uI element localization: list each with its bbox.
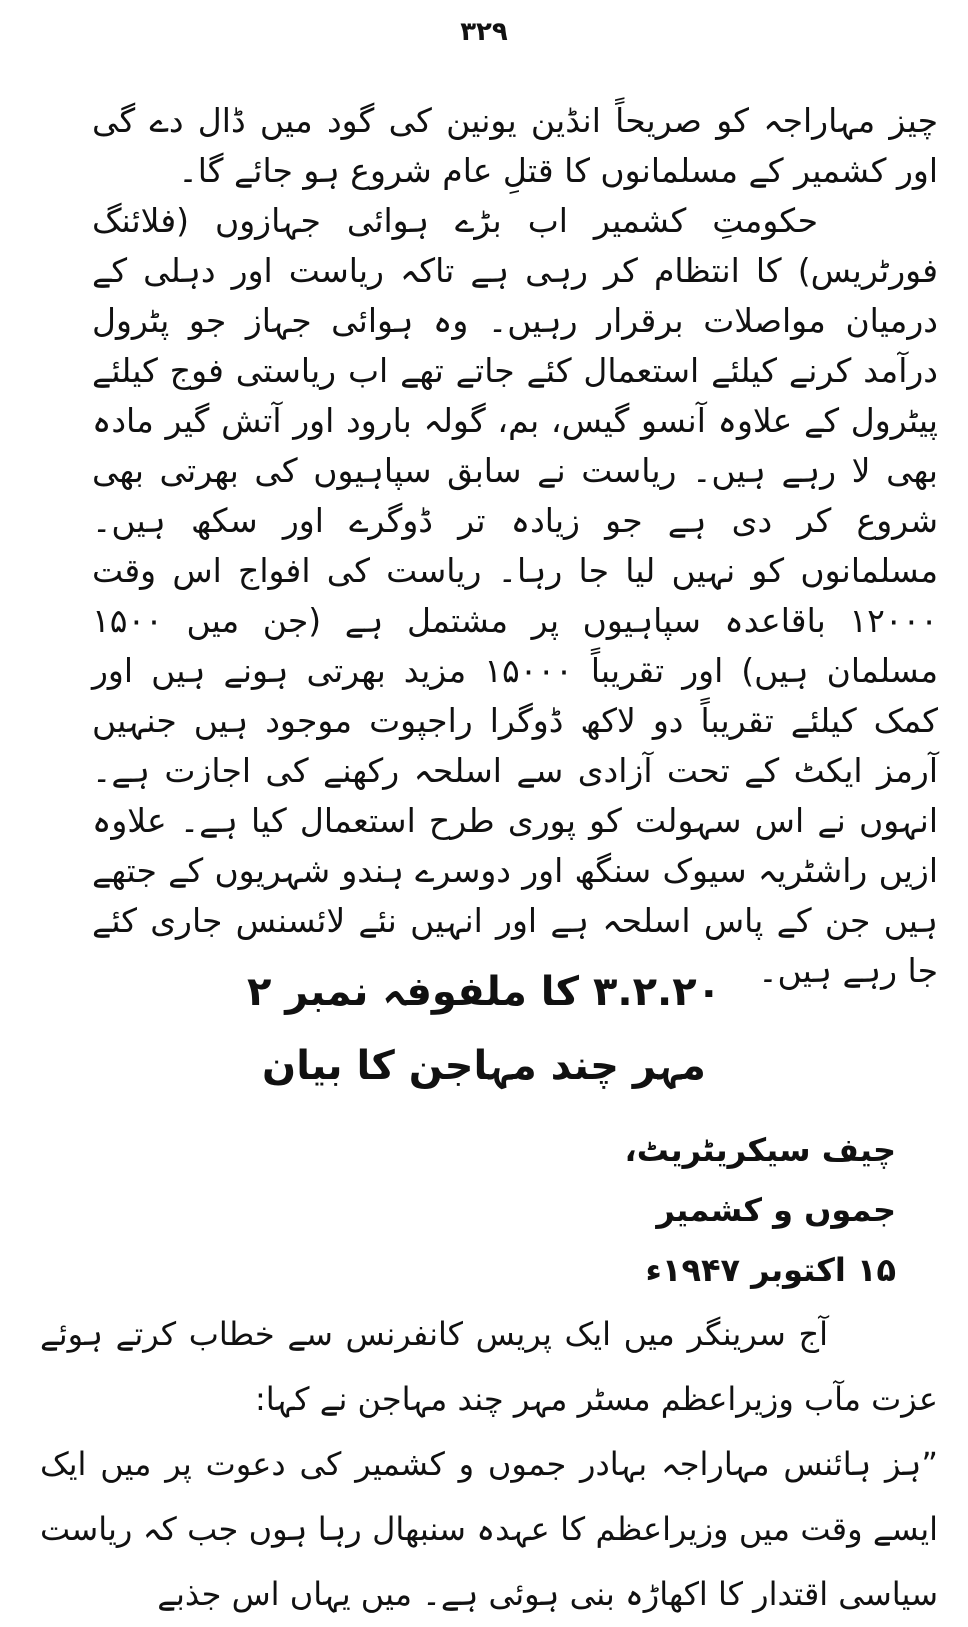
address-place: جموں و کشمیر [656,1191,896,1229]
section-heading [0,955,968,1103]
heading-statement-title: مہر چند مہاجن کا بیان [262,1043,706,1089]
statement-intro: آج سرینگر میں ایک پریس کانفرنس سے خطاب کرتے ہوئے عزت مآب وزیراعظم مسٹر مہر چند مہاجن نے کہا: [40,1315,938,1418]
address-office: چیف سیکریٹریٹ، [624,1131,896,1169]
heading-enclosure-number: ۳.۲.۲۰ کا ملفوفہ نمبر ۲ [246,969,722,1015]
statement-text [40,1302,938,1627]
page-number: ۳۲۹ [460,17,508,47]
address-block [500,1120,896,1300]
statement-quote: ”ہز ہائنس مہاراجہ بہادر جموں و کشمیر کی دعوت پر میں ایک ایسے وقت میں وزیراعظم کا عہدہ سنبھال رہا ہوں جب کہ ریاست سیاسی اقتدار کا اکھاڑہ بنی ہوئی ہے۔ میں یہاں اس جذبے [40,1445,938,1613]
paragraph-continuation: چیز مہاراجہ کو صریحاً انڈین یونین کی گود میں ڈال دے گی اور کشمیر کے مسلمانوں کا قتلِ عام شروع ہو جائے گا۔ [92,101,938,190]
body-text [92,96,938,996]
paragraph-kashmir-government: حکومتِ کشمیر اب بڑے ہوائی جہازوں (فلائنگ فورٹریس) کا انتظام کر رہی ہے تاکہ ریاست اور دہلی کے درمیان مواصلات برقرار رہیں۔ وہ ہوائی جہاز جو پٹرول درآمد کرنے کیلئے استعمال کئے جاتے تھے اب ریاستی فوج کیلئے پیٹرول کے علاوہ آنسو گیس، بم، گولہ بارود اور آتش گیر مادہ بھی لا رہے ہیں۔ ریاست نے سابق سپاہیوں کی بھرتی بھی شروع کر دی ہے جو زیادہ تر ڈوگرے اور سکھ ہیں۔ مسلمانوں کو نہیں لیا جا رہا۔ ریاست کی افواج اس وقت ۱۲۰۰۰ باقاعدہ سپاہیوں پر مشتمل ہے (جن میں ۱۵۰۰ مسلمان ہیں) اور تقریباً ۱۵۰۰۰ مزید بھرتی ہونے ہیں اور کمک کیلئے تقریباً دو لاکھ ڈوگرا راجپوت موجود ہیں جنہیں آرمز ایکٹ کے تحت آزادی سے اسلحہ رکھنے کی اجازت ہے۔ انہوں نے اس سہولت کو پوری طرح استعمال کیا ہے۔ علاوہ ازیں راشٹریہ سیوک سنگھ اور دوسرے ہندو شہریوں کے جتھے ہیں جن کے پاس اسلحہ ہے اور انہیں نئے لائسنس جاری کئے جا رہے ہیں۔ [92,201,938,990]
address-date: ۱۵ اکتوبر ۱۹۴۷ء [645,1251,896,1289]
